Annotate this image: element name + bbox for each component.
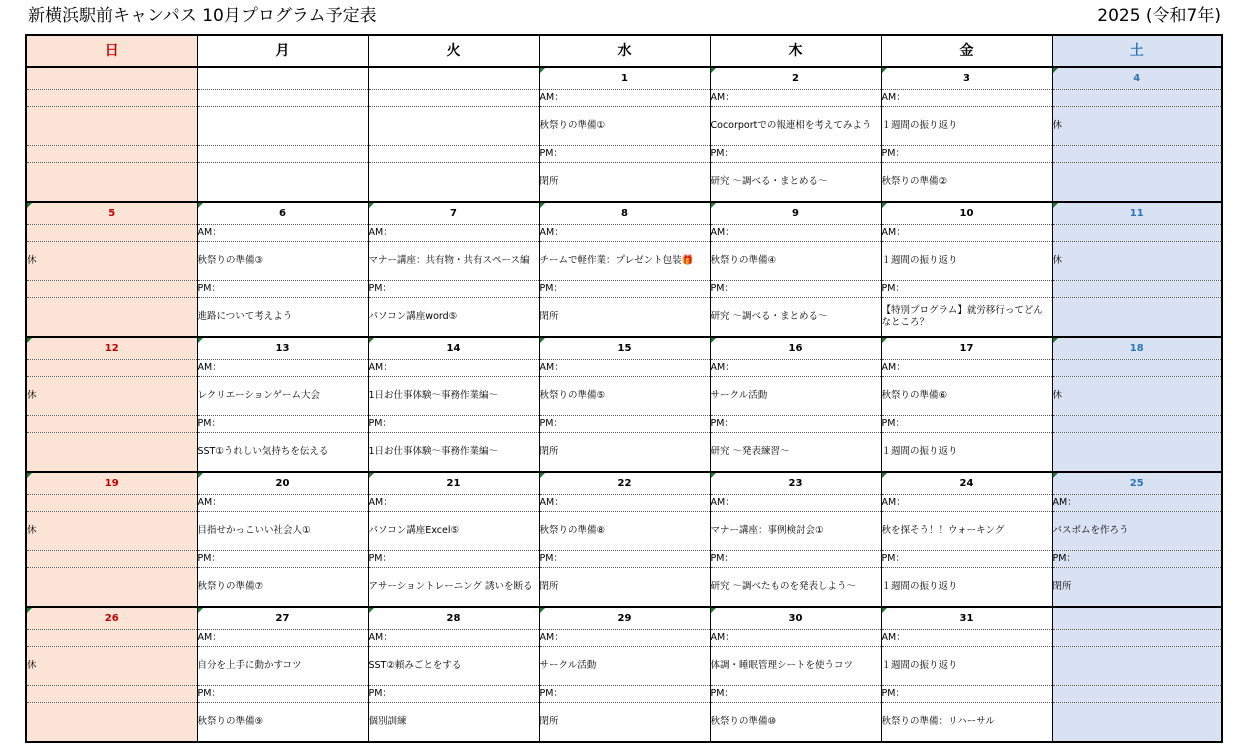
- date-cell: [197, 67, 368, 90]
- am-program-row: [26, 647, 1222, 686]
- am-program: 休: [1052, 377, 1222, 416]
- pm-label: PM：: [368, 686, 539, 703]
- am-label: AM：: [368, 495, 539, 512]
- weekday-header: 土: [1052, 35, 1222, 67]
- pm-label-row: [26, 686, 1222, 703]
- am-label: AM：: [710, 495, 881, 512]
- pm-label: PM：: [881, 281, 1052, 298]
- am-label: AM：: [710, 225, 881, 242]
- date-cell: 15: [539, 337, 710, 360]
- date-cell: 1: [539, 67, 710, 90]
- pm-program: [197, 163, 368, 203]
- am-label: AM：: [368, 360, 539, 377]
- am-label: AM：: [539, 495, 710, 512]
- am-program: 秋祭りの準備①: [539, 107, 710, 146]
- pm-label: PM：: [881, 416, 1052, 433]
- pm-label: PM：: [881, 686, 1052, 703]
- pm-program: [26, 163, 197, 203]
- date-cell: [1052, 607, 1222, 630]
- am-label: [1052, 225, 1222, 242]
- date-cell: 7: [368, 202, 539, 225]
- pm-label: PM：: [197, 416, 368, 433]
- pm-program: 研究 ～調べたものを発表しよう～: [710, 568, 881, 608]
- am-label: AM：: [368, 630, 539, 647]
- am-label: AM：: [881, 630, 1052, 647]
- am-label: [1052, 630, 1222, 647]
- am-label-row: [26, 360, 1222, 377]
- pm-program: アサーショントレーニング 誘いを断る: [368, 568, 539, 608]
- pm-program: 【特別プログラム】就労移行ってどんなところ？: [881, 298, 1052, 338]
- pm-program-row: [26, 433, 1222, 473]
- date-cell: 19: [26, 472, 197, 495]
- am-label: AM：: [539, 360, 710, 377]
- pm-label: [1052, 686, 1222, 703]
- date-row: [26, 337, 1222, 360]
- am-label-row: [26, 495, 1222, 512]
- pm-program: [26, 298, 197, 338]
- pm-program: 閉所: [539, 703, 710, 743]
- pm-program: [368, 163, 539, 203]
- am-label: AM：: [881, 225, 1052, 242]
- pm-label: [1052, 146, 1222, 163]
- pm-label: [26, 416, 197, 433]
- pm-label: PM：: [197, 686, 368, 703]
- pm-label: [1052, 281, 1222, 298]
- pm-label: PM：: [368, 551, 539, 568]
- date-cell: 14: [368, 337, 539, 360]
- page-title: 新横浜駅前キャンパス 10月プログラム予定表: [28, 6, 377, 26]
- date-cell: 28: [368, 607, 539, 630]
- pm-label: PM：: [539, 416, 710, 433]
- pm-program: [26, 433, 197, 473]
- am-program: サークル活動: [710, 377, 881, 416]
- pm-label: [26, 146, 197, 163]
- pm-program: 個別訓練: [368, 703, 539, 743]
- pm-program: １週間の振り返り: [881, 568, 1052, 608]
- date-cell: 4: [1052, 67, 1222, 90]
- pm-label: PM：: [710, 686, 881, 703]
- am-program: １週間の振り返り: [881, 647, 1052, 686]
- date-row: [26, 67, 1222, 90]
- am-label: [1052, 360, 1222, 377]
- am-label: AM：: [710, 90, 881, 107]
- am-label: AM：: [1052, 495, 1222, 512]
- pm-program: [1052, 298, 1222, 338]
- date-cell: 12: [26, 337, 197, 360]
- date-row: [26, 472, 1222, 495]
- pm-label-row: [26, 146, 1222, 163]
- am-label: AM：: [539, 90, 710, 107]
- pm-program-row: [26, 703, 1222, 743]
- date-cell: 26: [26, 607, 197, 630]
- pm-program: 研究 ～発表練習～: [710, 433, 881, 473]
- am-label: AM：: [881, 360, 1052, 377]
- weekday-header: 日: [26, 35, 197, 67]
- am-program: チームで軽作業：プレゼント包装🎁: [539, 242, 710, 281]
- am-program: １週間の振り返り: [881, 107, 1052, 146]
- pm-label: PM：: [710, 416, 881, 433]
- date-cell: 8: [539, 202, 710, 225]
- am-label: AM：: [710, 360, 881, 377]
- pm-label: PM：: [1052, 551, 1222, 568]
- am-label: AM：: [539, 630, 710, 647]
- date-cell: 27: [197, 607, 368, 630]
- pm-program: 閉所: [539, 163, 710, 203]
- date-cell: 21: [368, 472, 539, 495]
- am-label: AM：: [710, 630, 881, 647]
- weekday-header: 月: [197, 35, 368, 67]
- am-label-row: [26, 225, 1222, 242]
- date-cell: 3: [881, 67, 1052, 90]
- pm-label: [26, 551, 197, 568]
- am-program: 秋祭りの準備③: [197, 242, 368, 281]
- am-program: 自分を上手に動かすコツ: [197, 647, 368, 686]
- am-program: 秋祭りの準備⑥: [881, 377, 1052, 416]
- date-cell: 30: [710, 607, 881, 630]
- am-program: 体調・睡眠管理シートを使うコツ: [710, 647, 881, 686]
- pm-program: 秋祭りの準備⑨: [197, 703, 368, 743]
- pm-label: PM：: [539, 146, 710, 163]
- date-cell: 16: [710, 337, 881, 360]
- weekday-header: 金: [881, 35, 1052, 67]
- pm-program: 秋祭りの準備：リハーサル: [881, 703, 1052, 743]
- pm-program-row: [26, 568, 1222, 608]
- pm-label-row: [26, 551, 1222, 568]
- pm-program: パソコン講座word⑤: [368, 298, 539, 338]
- am-label-row: [26, 90, 1222, 107]
- pm-program-row: [26, 163, 1222, 203]
- date-cell: 18: [1052, 337, 1222, 360]
- pm-program: [1052, 433, 1222, 473]
- am-program: [26, 107, 197, 146]
- pm-label: PM：: [539, 686, 710, 703]
- date-cell: [26, 67, 197, 90]
- pm-label-row: [26, 281, 1222, 298]
- date-cell: 23: [710, 472, 881, 495]
- am-label: AM：: [197, 360, 368, 377]
- date-cell: 17: [881, 337, 1052, 360]
- date-cell: 13: [197, 337, 368, 360]
- am-program: サークル活動: [539, 647, 710, 686]
- am-label: [26, 495, 197, 512]
- pm-program: 進路について考えよう: [197, 298, 368, 338]
- pm-program: [26, 568, 197, 608]
- am-program: [368, 107, 539, 146]
- weekday-header-row: [26, 35, 1222, 67]
- pm-program: 1日お仕事体験～事務作業編～: [368, 433, 539, 473]
- pm-program: 閉所: [1052, 568, 1222, 608]
- am-label: [368, 90, 539, 107]
- am-program: 秋祭りの準備④: [710, 242, 881, 281]
- am-label: AM：: [881, 90, 1052, 107]
- pm-program: 秋祭りの準備⑩: [710, 703, 881, 743]
- pm-label: PM：: [881, 551, 1052, 568]
- am-program: Cocorportでの報連相を考えてみよう: [710, 107, 881, 146]
- am-program: レクリエーションゲーム大会: [197, 377, 368, 416]
- am-label: [197, 90, 368, 107]
- pm-program: 研究 ～調べる・まとめる～: [710, 163, 881, 203]
- date-cell: 2: [710, 67, 881, 90]
- am-program: 1日お仕事体験～事務作業編～: [368, 377, 539, 416]
- pm-label: [368, 146, 539, 163]
- am-label: AM：: [197, 495, 368, 512]
- weekday-header: 火: [368, 35, 539, 67]
- am-label: [26, 225, 197, 242]
- pm-label: PM：: [197, 551, 368, 568]
- pm-label: [197, 146, 368, 163]
- pm-label: PM：: [539, 551, 710, 568]
- am-label: [1052, 90, 1222, 107]
- am-program: 休: [26, 242, 197, 281]
- am-label: [26, 630, 197, 647]
- pm-label: [26, 281, 197, 298]
- date-cell: 22: [539, 472, 710, 495]
- pm-label: PM：: [368, 416, 539, 433]
- pm-label: PM：: [710, 281, 881, 298]
- am-program: [1052, 647, 1222, 686]
- year-label: 2025 (令和7年): [1097, 6, 1221, 26]
- am-program: １週間の振り返り: [881, 242, 1052, 281]
- pm-label: PM：: [710, 146, 881, 163]
- pm-program: 閉所: [539, 568, 710, 608]
- am-label: AM：: [539, 225, 710, 242]
- pm-program: [1052, 163, 1222, 203]
- am-program: 休: [1052, 242, 1222, 281]
- am-program: マナー講座：事例検討会①: [710, 512, 881, 551]
- date-cell: [368, 67, 539, 90]
- pm-program-row: [26, 298, 1222, 338]
- am-program: 秋を探そう！！ウォーキング: [881, 512, 1052, 551]
- am-label: [26, 90, 197, 107]
- am-program: SST②頼みごとをする: [368, 647, 539, 686]
- pm-label: PM：: [197, 281, 368, 298]
- pm-label: [1052, 416, 1222, 433]
- am-program: 秋祭りの準備⑤: [539, 377, 710, 416]
- pm-label: PM：: [881, 146, 1052, 163]
- pm-program: SST①うれしい気持ちを伝える: [197, 433, 368, 473]
- pm-program: １週間の振り返り: [881, 433, 1052, 473]
- date-cell: 6: [197, 202, 368, 225]
- am-program: マナー講座：共有物・共有スペース編: [368, 242, 539, 281]
- am-program: バスボムを作ろう: [1052, 512, 1222, 551]
- am-program-row: [26, 242, 1222, 281]
- date-cell: 10: [881, 202, 1052, 225]
- date-cell: 25: [1052, 472, 1222, 495]
- am-program: パソコン講座Excel⑤: [368, 512, 539, 551]
- am-program-row: [26, 377, 1222, 416]
- date-cell: 20: [197, 472, 368, 495]
- weekday-header: 木: [710, 35, 881, 67]
- am-program: 目指せかっこいい社会人①: [197, 512, 368, 551]
- schedule-table: [25, 34, 1223, 743]
- date-cell: 5: [26, 202, 197, 225]
- pm-label: PM：: [539, 281, 710, 298]
- am-label: AM：: [881, 495, 1052, 512]
- pm-program: 研究 ～調べる・まとめる～: [710, 298, 881, 338]
- am-label: AM：: [368, 225, 539, 242]
- date-cell: 29: [539, 607, 710, 630]
- date-row: [26, 202, 1222, 225]
- am-program: 休: [1052, 107, 1222, 146]
- am-program: 休: [26, 647, 197, 686]
- am-label-row: [26, 630, 1222, 647]
- am-program: [197, 107, 368, 146]
- am-program-row: [26, 512, 1222, 551]
- pm-label: PM：: [710, 551, 881, 568]
- am-label: [26, 360, 197, 377]
- am-label: AM：: [197, 225, 368, 242]
- date-cell: 31: [881, 607, 1052, 630]
- am-program: 休: [26, 377, 197, 416]
- date-cell: 24: [881, 472, 1052, 495]
- am-program-row: [26, 107, 1222, 146]
- am-program: 秋祭りの準備⑧: [539, 512, 710, 551]
- pm-label: PM：: [368, 281, 539, 298]
- am-program: 休: [26, 512, 197, 551]
- pm-program: 秋祭りの準備⑦: [197, 568, 368, 608]
- weekday-header: 水: [539, 35, 710, 67]
- pm-label: [26, 686, 197, 703]
- am-label: AM：: [197, 630, 368, 647]
- pm-program: 閉所: [539, 298, 710, 338]
- pm-label-row: [26, 416, 1222, 433]
- date-row: [26, 607, 1222, 630]
- pm-program: 閉所: [539, 433, 710, 473]
- date-cell: 11: [1052, 202, 1222, 225]
- pm-program: [1052, 703, 1222, 743]
- pm-program: 秋祭りの準備②: [881, 163, 1052, 203]
- date-cell: 9: [710, 202, 881, 225]
- pm-program: [26, 703, 197, 743]
